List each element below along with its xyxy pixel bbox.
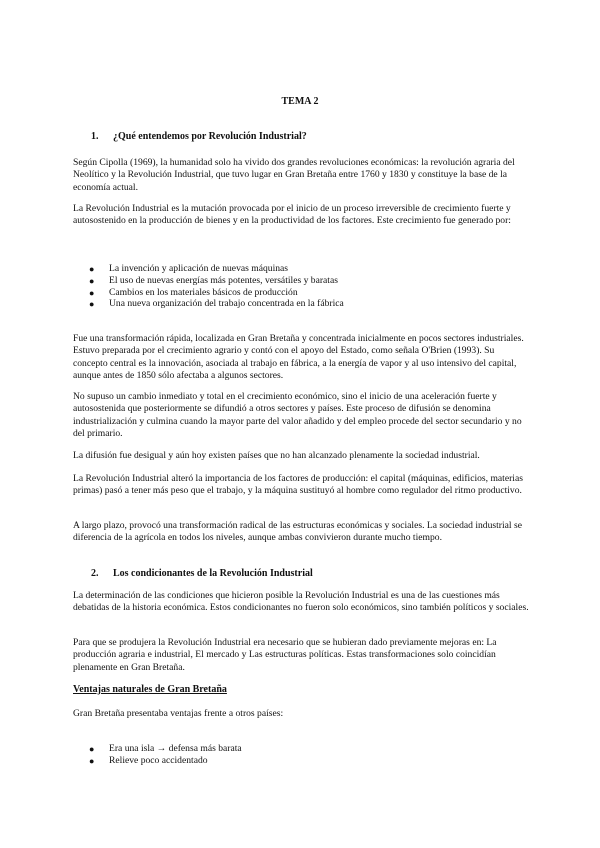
list-item (73, 298, 529, 310)
section-1-paragraph-6: La Revolución Industrial alteró la importancia de los factores de producción: el capital (máquinas, edificios, materias primas) pasó a tener más peso que el trabajo, y la máquina sustituyó al hombre como regulador del ritmo productivo. (73, 473, 523, 497)
section-2-heading-text: Los condicionantes de la Revolución Industrial (113, 568, 313, 579)
list-item-text: La invención y aplicación de nuevas máquinas (109, 263, 289, 274)
list-item (73, 275, 529, 287)
section-2-paragraph-1: La determinación de las condiciones que hicieron posible la Revolución Industrial es una de las cuestiones más debatidas de la historia económica. Estos condicionantes no fueron solo económicos, sino también políticos y sociales. (73, 590, 529, 614)
section-1-paragraph-7: A largo plazo, provocó una transformación radical de las estructuras económicas y sociales. La sociedad industrial se diferencia de la agrícola en todos los niveles, aunque ambas convivieron durante mucho tiempo. (73, 520, 522, 544)
section-2-paragraph-3: Gran Bretaña presentaba ventajas frente a otros países: (73, 708, 284, 719)
section-2-subheading: Ventajas naturales de Gran Bretaña (73, 684, 227, 695)
bullet-icon: ● (89, 287, 95, 298)
list-item-text: Cambios en los materiales básicos de producción (109, 286, 298, 298)
list-item-text: Una nueva organización del trabajo concentrada en la fábrica (109, 298, 344, 310)
section-1-paragraph-4: No supuso un cambio inmediato y total en el crecimiento económico, sino el inicio de una aceleración fuerte y autosostenida que posteriormente se difundió a otros sectores y países. Este proceso de difusión se denomina industrialización y culmina cuando la mayor parte del valor añadido y del empleo procede del sector secundario y no del primario. (73, 391, 522, 440)
bullet-icon: ● (89, 275, 95, 286)
list-item (73, 263, 529, 275)
section-1-paragraph-1: Según Cipolla (1969), la humanidad solo ha vivido dos grandes revoluciones económicas: la revolución agraria del Neolítico y la Revolución Industrial, que tuvo lugar en Gran Bretaña entre 1760 y 1830 y constituye la base de la economía actual. (73, 157, 515, 193)
list-item (73, 743, 529, 755)
section-1-heading-text: ¿Qué entendemos por Revolución Industrial? (113, 131, 307, 142)
bullet-icon: ● (89, 755, 95, 766)
bullet-icon: ● (89, 744, 95, 754)
section-1-paragraph-3: Fue una transformación rápida, localizada en Gran Bretaña y concentrada inicialmente en pocos sectores industriales. Estuvo preparada por el crecimiento agrario y contó con el apoyo del Estado, como señala O'Brien (1993). Su concepto central es la innovación, asociada al trabajo en fábrica, a la energía de vapor y al uso intensivo del capital, aunque antes de 1850 sólo afectaba a algunos sectores. (73, 333, 524, 382)
bullet-icon: ● (89, 264, 95, 274)
section-2-paragraph-2: Para que se produjera la Revolución Industrial era necesario que se hubieran dado previamente mejoras en: La producción agraria e industrial, El mercado y Las estructuras políticas. Estas transformaciones solo coincidían plenamente en Gran Bretaña. (73, 637, 497, 673)
list-item (73, 755, 529, 767)
section-1-number: 1. (91, 131, 99, 142)
section-1-paragraph-2: La Revolución Industrial es la mutación provocada por el inicio de un proceso irreversible de crecimiento fuerte y autosostenido en la producción de bienes y en la productividad de los factores. Este crecimiento fue generado por: (73, 203, 511, 227)
list-item-text: El uso de nuevas energías más potentes, versátiles y baratas (109, 274, 338, 286)
document-title: TEMA 2 (281, 96, 319, 107)
section-1-bullet-list (73, 263, 529, 310)
list-item-text: Era una isla → defensa más barata (109, 743, 242, 754)
section-2-number: 2. (91, 568, 99, 579)
section-1-paragraph-5: La difusión fue desigual y aún hoy existen países que no han alcanzado plenamente la sociedad industrial. (73, 450, 480, 461)
section-2-heading (91, 568, 313, 580)
section-2-bullet-list (73, 743, 529, 767)
list-item-text: Relieve poco accidentado (109, 754, 208, 766)
list-item (73, 287, 529, 299)
section-1-heading (91, 131, 307, 143)
bullet-icon: ● (89, 299, 95, 310)
